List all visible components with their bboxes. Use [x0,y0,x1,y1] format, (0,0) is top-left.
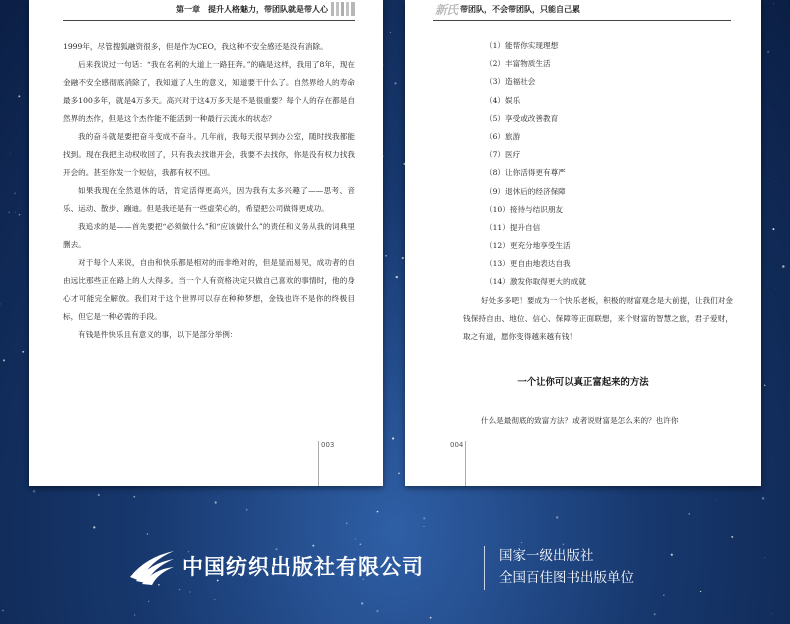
publisher-logo-icon [128,547,176,587]
publisher-slogan [499,545,634,589]
right-paragraph [463,292,733,346]
footer-divider [484,546,485,590]
list-item: （5）享受或改善教育 [485,113,559,123]
paragraph: 好处多多吧！要成为一个快乐老板，积极的财富观念是大前提，让我们对金钱保持自由、地位、信心、保障等正面联想，来个财富的智慧之旅，君子爱财，取之有道，愿你变得越来越有钱！ [463,296,733,341]
slogan-line: 国家一级出版社 [499,548,594,564]
list-item: （9）退休后的经济保障 [485,186,566,196]
paragraph: 我的奋斗就是要把奋斗变成不奋斗。几年前，我每天很早到办公室，随时找我都能找到。现在我把主动权收回了，只有我去找谁开会，我要不去找你，你是没有权力找我开会的。甚至你发一个短信，我都有权不回。 [63,132,355,177]
book-header: 带团队，不会带团队，只能自己累 [460,4,581,14]
paragraph: 对于每个人来说，自由和快乐都是相对的而非绝对的，但是显而易见，成功者的自由远比那些正在路上的人大得多。当一个人有资格决定只做自己喜欢的事情时，他的身心才可能完全解放。我们对于这个世界可以存在种种梦想，金钱也许不是你的终极目标，但它是一种必需的手段。 [63,258,355,321]
list-item: （10）接待与结识朋友 [485,204,564,214]
page-number: 004 [450,441,464,449]
header-rule [433,20,731,21]
header-figures-icon [331,2,355,16]
list-item: （7）医疗 [485,150,521,160]
chapter-header: 第一章 提升人格魅力，带团队就是带人心 [176,4,328,14]
section-title: 一个让你可以真正富起来的方法 [517,377,649,388]
list-item: （11）提升自信 [485,222,541,232]
slogan-line: 全国百佳图书出版单位 [499,570,634,586]
list-item: （13）更自由地表达自我 [485,259,571,269]
list-item: （14）激发你取得更大的成就 [485,277,586,287]
header-logo-icon: 新氏 [435,2,458,17]
page-header-right [435,0,580,18]
list-item: （4）娱乐 [485,95,521,105]
paragraph: 1999年，尽管搜狐融资很多，但是作为CEO，我这种不安全感还是没有消除。 [63,42,328,51]
paragraph: 如果我现在全然退休的话，肯定活得更高兴，因为我有太多兴趣了——思考、音乐、运动、散步、蹦迪。但是我还是有一些虚荣心的，希望把公司做得更成功。 [63,186,355,213]
folio-line [465,441,466,486]
publisher-name: 中国纺织出版社有限公司 [182,554,424,579]
header-rule [63,20,355,21]
paragraph: 我追求的是——首先要把“必须做什么”和“应该做什么”的责任和义务从我的词典里删去。 [63,222,355,249]
list-item: （1）能帮你实现理想 [485,41,559,50]
list-item: （3）造福社会 [485,77,536,87]
benefit-list [485,37,735,292]
book-page-left [29,0,383,486]
folio-line [318,441,319,486]
paragraph: 后来我说过一句话：“我在名利的大道上一路狂奔。”的确是这样，我用了8年，现在金融不安全感彻底消除了，我知道了人生的意义，知道要干什么了。自然界给人的寿命最多100多年，就是4万多天。高兴对于这4万多天是不是很重要？每个人的存在都是自然界的杰作，但是这个杰作能不能活到一种最行云流水的状态？ [63,60,355,123]
page-header-left [176,0,355,18]
list-item: （2）丰富物质生活 [485,59,551,69]
list-item: （6）旅游 [485,131,521,141]
left-body-text [63,38,355,344]
list-item: （12）更充分地享受生活 [485,241,571,251]
right-last-paragraph [463,412,733,430]
page-number: 003 [321,441,335,449]
list-item: （8）让你活得更有尊严 [485,168,566,178]
publisher-footer [0,540,790,600]
paragraph: 什么是最彻底的致富方法？或者说财富是怎么来的？也许你 [481,416,679,425]
paragraph: 有钱是件快乐且有意义的事，以下是部分举例： [78,330,238,339]
